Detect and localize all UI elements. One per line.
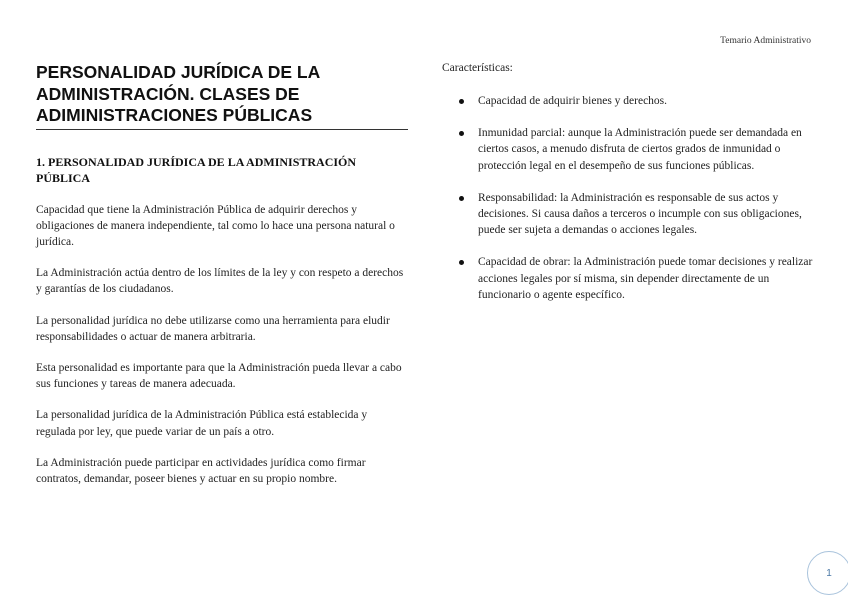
paragraph: La Administración actúa dentro de los límites de la ley y con respeto a derechos y garantías de los ciudadanos. [36,267,404,296]
document-title: PERSONALIDAD JURÍDICA DE LA ADMINISTRACIÓN. CLASES DE ADIMINISTRACIONES PÚBLICAS [36,62,408,130]
page-number [807,551,848,595]
features-label: Características: [442,62,513,74]
paragraph: La personalidad jurídica de la Administración Pública está establecida y regulada por ley, que puede variar de un país a otro. [36,409,368,438]
list-item [442,254,814,303]
bullet-icon [459,131,464,136]
bullet-icon [459,99,464,104]
bullet-icon [459,260,464,265]
right-column [442,60,814,319]
paragraph: La personalidad jurídica no debe utilizarse como una herramienta para eludir responsabilidades o actuar de manera arbitraria. [36,314,390,343]
list-item-text: Responsabilidad: la Administración es responsable de sus actos y decisiones. Si causa daños a terceros o incumple con sus obligaciones, puede ser sujeta a demandas o acciones legales. [478,191,802,237]
left-column [36,62,408,487]
list-item-text: Capacidad de adquirir bienes y derechos. [478,95,668,107]
paragraph: La Administración puede participar en actividades jurídica como firmar contratos, demandar, poseer bienes y actuar en su propio nombre. [36,456,366,485]
paragraph: Capacidad que tiene la Administración Pública de adquirir derechos y obligaciones de manera independiente, tal como lo hace una persona natural o jurídica. [36,203,395,248]
list-item [442,93,814,109]
list-item-text: Inmunidad parcial: aunque la Administración puede ser demandada en ciertos casos, a menudo disfruta de ciertos grados de inmunidad o protección legal en el desempeño de sus funciones públicas. [478,127,802,172]
page-number-text: 1 [826,567,832,579]
list-item [442,125,814,174]
list-item-text: Capacidad de obrar: la Administración puede tomar decisiones y realizar acciones legales por sí misma, sin depender directamente de un funcionario o agente específico. [478,256,813,301]
list-item [442,190,814,239]
section-heading: 1. PERSONALIDAD JURÍDICA DE LA ADMINISTRACIÓN PÚBLICA [36,154,357,185]
running-header: Temario Administrativo [720,36,811,46]
paragraph: Esta personalidad es importante para que la Administración pueda llevar a cabo sus funciones y tareas de manera adecuada. [36,361,402,391]
features-list [442,93,814,303]
bullet-icon [459,196,464,201]
